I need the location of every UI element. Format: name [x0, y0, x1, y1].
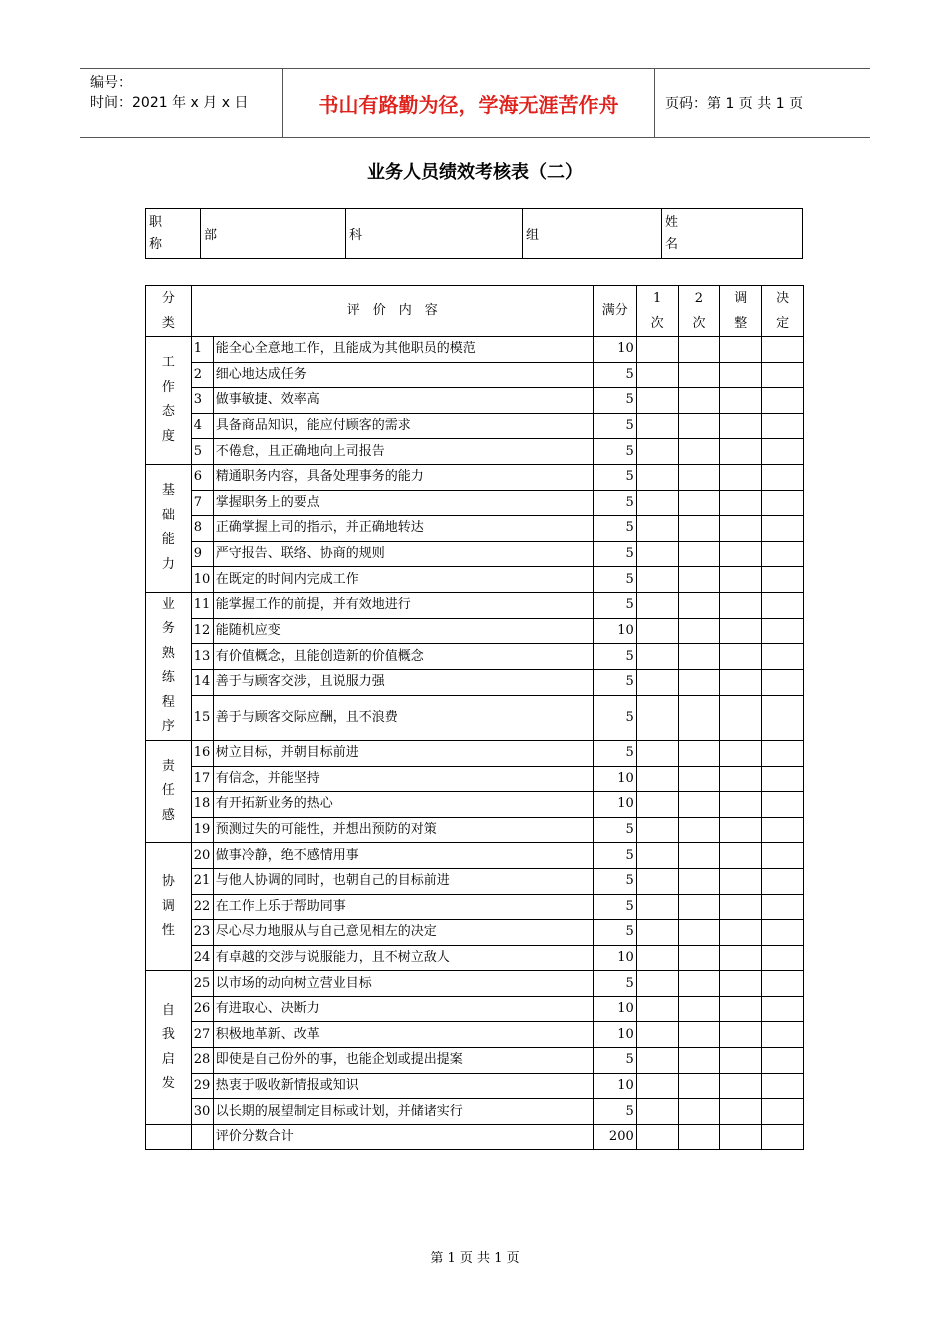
- header-first: 1 次: [636, 286, 678, 337]
- item-number: 21: [191, 868, 213, 894]
- item-text: 掌握职务上的要点: [213, 490, 593, 516]
- second-score-cell[interactable]: [678, 516, 720, 542]
- adjust-score-cell[interactable]: [720, 618, 762, 644]
- item-full-score: 5: [593, 592, 636, 618]
- decision-score-cell[interactable]: [762, 695, 804, 740]
- total-second-cell[interactable]: [678, 1124, 720, 1150]
- first-score-cell[interactable]: [636, 945, 678, 971]
- second-score-cell[interactable]: [678, 1099, 720, 1125]
- adjust-score-cell[interactable]: [720, 792, 762, 818]
- item-text: 有价值概念，且能创造新的价值概念: [213, 644, 593, 670]
- decision-score-cell[interactable]: [762, 843, 804, 869]
- item-full-score: 5: [593, 541, 636, 567]
- adjust-score-cell[interactable]: [720, 516, 762, 542]
- total-score: 200: [593, 1124, 636, 1150]
- adjust-score-cell[interactable]: [720, 388, 762, 414]
- total-number-cell: [191, 1124, 213, 1150]
- item-number: 2: [191, 362, 213, 388]
- item-text: 即使是自己份外的事，也能企划或提出提案: [213, 1048, 593, 1074]
- table-row: [146, 439, 804, 465]
- first-score-cell[interactable]: [636, 1073, 678, 1099]
- table-row: [146, 1099, 804, 1125]
- header-decision: 决 定: [762, 286, 804, 337]
- item-full-score: 5: [593, 464, 636, 490]
- item-full-score: 10: [593, 337, 636, 363]
- item-text: 不倦怠，且正确地向上司报告: [213, 439, 593, 465]
- decision-score-cell[interactable]: [762, 362, 804, 388]
- item-full-score: 5: [593, 1048, 636, 1074]
- second-score-cell[interactable]: [678, 894, 720, 920]
- adjust-score-cell[interactable]: [720, 490, 762, 516]
- item-full-score: 10: [593, 792, 636, 818]
- item-text: 有进取心、决断力: [213, 996, 593, 1022]
- second-score-cell[interactable]: [678, 843, 720, 869]
- second-score-cell[interactable]: [678, 670, 720, 696]
- second-score-cell[interactable]: [678, 644, 720, 670]
- first-score-cell[interactable]: [636, 996, 678, 1022]
- adjust-score-cell[interactable]: [720, 740, 762, 766]
- second-score-cell[interactable]: [678, 362, 720, 388]
- first-score-cell[interactable]: [636, 516, 678, 542]
- second-score-cell[interactable]: [678, 464, 720, 490]
- table-row: [146, 490, 804, 516]
- item-text: 在既定的时间内完成工作: [213, 567, 593, 593]
- section-field[interactable]: 科: [346, 209, 523, 259]
- second-score-cell[interactable]: [678, 920, 720, 946]
- first-score-cell[interactable]: [636, 592, 678, 618]
- decision-score-cell[interactable]: [762, 670, 804, 696]
- item-number: 3: [191, 388, 213, 414]
- item-number: 27: [191, 1022, 213, 1048]
- item-text: 以长期的展望制定目标或计划，并储诸实行: [213, 1099, 593, 1125]
- total-row: [146, 1124, 804, 1150]
- header-second: 2 次: [678, 286, 720, 337]
- item-number: 7: [191, 490, 213, 516]
- item-text: 做事敏捷、效率高: [213, 388, 593, 414]
- second-score-cell[interactable]: [678, 439, 720, 465]
- item-text: 正确掌握上司的指示，并正确地转达: [213, 516, 593, 542]
- table-row: [146, 567, 804, 593]
- name-field[interactable]: 姓 名: [662, 209, 803, 259]
- decision-score-cell[interactable]: [762, 740, 804, 766]
- adjust-score-cell[interactable]: [720, 464, 762, 490]
- decision-score-cell[interactable]: [762, 618, 804, 644]
- table-row: [146, 644, 804, 670]
- item-text: 积极地革新、改革: [213, 1022, 593, 1048]
- decision-score-cell[interactable]: [762, 439, 804, 465]
- item-number: 6: [191, 464, 213, 490]
- adjust-score-cell[interactable]: [720, 1073, 762, 1099]
- item-text: 预测过失的可能性，并想出预防的对策: [213, 817, 593, 843]
- item-full-score: 5: [593, 971, 636, 997]
- first-score-cell[interactable]: [636, 843, 678, 869]
- first-score-cell[interactable]: [636, 670, 678, 696]
- item-text: 有卓越的交涉与说服能力，且不树立敌人: [213, 945, 593, 971]
- first-score-cell[interactable]: [636, 464, 678, 490]
- page-header: [80, 68, 870, 138]
- item-number: 25: [191, 971, 213, 997]
- header-meta: [80, 69, 282, 137]
- table-row: [146, 337, 804, 363]
- adjust-score-cell[interactable]: [720, 695, 762, 740]
- item-full-score: 5: [593, 894, 636, 920]
- item-number: 18: [191, 792, 213, 818]
- second-score-cell[interactable]: [678, 792, 720, 818]
- decision-score-cell[interactable]: [762, 567, 804, 593]
- adjust-score-cell[interactable]: [720, 817, 762, 843]
- category-cell: 协 调 性: [146, 843, 192, 971]
- item-full-score: 5: [593, 567, 636, 593]
- decision-score-cell[interactable]: [762, 464, 804, 490]
- adjust-score-cell[interactable]: [720, 644, 762, 670]
- second-score-cell[interactable]: [678, 695, 720, 740]
- item-text: 能掌握工作的前提，并有效地进行: [213, 592, 593, 618]
- adjust-score-cell[interactable]: [720, 945, 762, 971]
- adjust-score-cell[interactable]: [720, 766, 762, 792]
- decision-score-cell[interactable]: [762, 413, 804, 439]
- second-score-cell[interactable]: [678, 740, 720, 766]
- item-full-score: 5: [593, 817, 636, 843]
- table-row: [146, 464, 804, 490]
- item-number: 19: [191, 817, 213, 843]
- first-score-cell[interactable]: [636, 695, 678, 740]
- item-full-score: 5: [593, 695, 636, 740]
- header-page-number: 页码：第 1 页 共 1 页: [665, 96, 804, 112]
- category-cell: 基 础 能 力: [146, 464, 192, 592]
- first-score-cell[interactable]: [636, 1022, 678, 1048]
- item-full-score: 10: [593, 1022, 636, 1048]
- adjust-score-cell[interactable]: [720, 996, 762, 1022]
- item-number: 17: [191, 766, 213, 792]
- table-row: [146, 413, 804, 439]
- table-row: [146, 1073, 804, 1099]
- item-full-score: 5: [593, 388, 636, 414]
- decision-score-cell[interactable]: [762, 971, 804, 997]
- table-row: [146, 388, 804, 414]
- total-label: 评价分数合计: [213, 1124, 593, 1150]
- first-score-cell[interactable]: [636, 490, 678, 516]
- table-row: [146, 670, 804, 696]
- decision-score-cell[interactable]: [762, 388, 804, 414]
- first-score-cell[interactable]: [636, 868, 678, 894]
- item-number: 24: [191, 945, 213, 971]
- second-score-cell[interactable]: [678, 945, 720, 971]
- first-score-cell[interactable]: [636, 567, 678, 593]
- adjust-score-cell[interactable]: [720, 670, 762, 696]
- dept-field[interactable]: 部: [201, 209, 346, 259]
- second-score-cell[interactable]: [678, 413, 720, 439]
- item-number: 29: [191, 1073, 213, 1099]
- table-row: [146, 541, 804, 567]
- decision-score-cell[interactable]: [762, 644, 804, 670]
- decision-score-cell[interactable]: [762, 817, 804, 843]
- first-score-cell[interactable]: [636, 766, 678, 792]
- item-full-score: 5: [593, 843, 636, 869]
- decision-score-cell[interactable]: [762, 541, 804, 567]
- item-text: 热衷于吸收新情报或知识: [213, 1073, 593, 1099]
- item-number: 15: [191, 695, 213, 740]
- adjust-score-cell[interactable]: [720, 971, 762, 997]
- adjust-score-cell[interactable]: [720, 894, 762, 920]
- item-full-score: 10: [593, 1073, 636, 1099]
- second-score-cell[interactable]: [678, 618, 720, 644]
- item-full-score: 5: [593, 920, 636, 946]
- first-score-cell[interactable]: [636, 1099, 678, 1125]
- first-score-cell[interactable]: [636, 971, 678, 997]
- item-full-score: 5: [593, 439, 636, 465]
- second-score-cell[interactable]: [678, 592, 720, 618]
- adjust-score-cell[interactable]: [720, 1022, 762, 1048]
- header-motto: 书山有路勤为径，学海无涯苦作舟: [282, 69, 655, 137]
- item-number: 13: [191, 644, 213, 670]
- second-score-cell[interactable]: [678, 337, 720, 363]
- total-category-cell: [146, 1124, 192, 1150]
- job-title-label-cell: 职 称: [146, 209, 201, 259]
- first-score-cell[interactable]: [636, 817, 678, 843]
- second-score-cell[interactable]: [678, 971, 720, 997]
- item-full-score: 5: [593, 362, 636, 388]
- second-score-cell[interactable]: [678, 996, 720, 1022]
- first-score-cell[interactable]: [636, 740, 678, 766]
- adjust-score-cell[interactable]: [720, 439, 762, 465]
- decision-score-cell[interactable]: [762, 868, 804, 894]
- decision-score-cell[interactable]: [762, 945, 804, 971]
- item-text: 能全心全意地工作，且能成为其他职员的模范: [213, 337, 593, 363]
- adjust-score-cell[interactable]: [720, 1099, 762, 1125]
- table-row: [146, 618, 804, 644]
- first-score-cell[interactable]: [636, 337, 678, 363]
- item-number: 26: [191, 996, 213, 1022]
- total-first-cell[interactable]: [636, 1124, 678, 1150]
- decision-score-cell[interactable]: [762, 1099, 804, 1125]
- item-text: 严守报告、联络、协商的规则: [213, 541, 593, 567]
- adjust-score-cell[interactable]: [720, 362, 762, 388]
- item-number: 20: [191, 843, 213, 869]
- decision-score-cell[interactable]: [762, 516, 804, 542]
- table-row: [146, 516, 804, 542]
- table-row: [146, 843, 804, 869]
- decision-score-cell[interactable]: [762, 792, 804, 818]
- category-cell: 自 我 启 发: [146, 971, 192, 1125]
- item-text: 善于与顾客交际应酬，且不浪费: [213, 695, 593, 740]
- adjust-score-cell[interactable]: [720, 1048, 762, 1074]
- adjust-score-cell[interactable]: [720, 592, 762, 618]
- item-full-score: 5: [593, 740, 636, 766]
- item-full-score: 10: [593, 945, 636, 971]
- item-number: 12: [191, 618, 213, 644]
- item-number: 5: [191, 439, 213, 465]
- first-score-cell[interactable]: [636, 541, 678, 567]
- item-full-score: 5: [593, 644, 636, 670]
- doc-time-label: 时间：2021 年 x 月 x 日: [90, 95, 249, 111]
- adjust-score-cell[interactable]: [720, 541, 762, 567]
- decision-score-cell[interactable]: [762, 1048, 804, 1074]
- second-score-cell[interactable]: [678, 567, 720, 593]
- item-number: 9: [191, 541, 213, 567]
- header-category: 分 类: [146, 286, 192, 337]
- item-text: 细心地达成任务: [213, 362, 593, 388]
- item-text: 有开拓新业务的热心: [213, 792, 593, 818]
- item-full-score: 10: [593, 766, 636, 792]
- second-score-cell[interactable]: [678, 1073, 720, 1099]
- item-text: 有信念，并能坚持: [213, 766, 593, 792]
- table-row: [146, 1022, 804, 1048]
- item-text: 做事冷静，绝不感情用事: [213, 843, 593, 869]
- item-text: 善于与顾客交涉，且说服力强: [213, 670, 593, 696]
- second-score-cell[interactable]: [678, 868, 720, 894]
- item-full-score: 10: [593, 618, 636, 644]
- table-row: [146, 868, 804, 894]
- first-score-cell[interactable]: [636, 439, 678, 465]
- second-score-cell[interactable]: [678, 1048, 720, 1074]
- decision-score-cell[interactable]: [762, 894, 804, 920]
- item-number: 22: [191, 894, 213, 920]
- item-text: 以市场的动向树立营业目标: [213, 971, 593, 997]
- table-row: [146, 894, 804, 920]
- item-number: 11: [191, 592, 213, 618]
- second-score-cell[interactable]: [678, 1022, 720, 1048]
- first-score-cell[interactable]: [636, 362, 678, 388]
- table-row: [146, 792, 804, 818]
- adjust-score-cell[interactable]: [720, 567, 762, 593]
- decision-score-cell[interactable]: [762, 996, 804, 1022]
- employee-info-table: [145, 208, 803, 259]
- first-score-cell[interactable]: [636, 792, 678, 818]
- item-full-score: 10: [593, 996, 636, 1022]
- item-text: 在工作上乐于帮助同事: [213, 894, 593, 920]
- item-number: 1: [191, 337, 213, 363]
- category-cell: 工 作 态 度: [146, 337, 192, 465]
- item-text: 树立目标，并朝目标前进: [213, 740, 593, 766]
- second-score-cell[interactable]: [678, 388, 720, 414]
- header-adjust: 调 整: [720, 286, 762, 337]
- item-full-score: 5: [593, 490, 636, 516]
- item-number: 23: [191, 920, 213, 946]
- item-number: 4: [191, 413, 213, 439]
- decision-score-cell[interactable]: [762, 1073, 804, 1099]
- item-full-score: 5: [593, 868, 636, 894]
- table-row: [146, 1048, 804, 1074]
- adjust-score-cell[interactable]: [720, 337, 762, 363]
- header-full-score: 满分: [593, 286, 636, 337]
- item-text: 与他人协调的同时，也朝自己的目标前进: [213, 868, 593, 894]
- decision-score-cell[interactable]: [762, 337, 804, 363]
- total-decision-cell[interactable]: [762, 1124, 804, 1150]
- table-row: [146, 817, 804, 843]
- adjust-score-cell[interactable]: [720, 868, 762, 894]
- item-number: 28: [191, 1048, 213, 1074]
- adjust-score-cell[interactable]: [720, 843, 762, 869]
- second-score-cell[interactable]: [678, 766, 720, 792]
- category-cell: 业 务 熟 练 程 序: [146, 592, 192, 740]
- item-text: 能随机应变: [213, 618, 593, 644]
- header-content: 评 价 内 容: [191, 286, 593, 337]
- item-number: 10: [191, 567, 213, 593]
- doc-number-label: 编号：: [90, 75, 132, 91]
- item-number: 16: [191, 740, 213, 766]
- category-cell: 责 任 感: [146, 740, 192, 842]
- table-row: [146, 362, 804, 388]
- item-number: 8: [191, 516, 213, 542]
- first-score-cell[interactable]: [636, 920, 678, 946]
- evaluation-table: [145, 285, 804, 1150]
- decision-score-cell[interactable]: [762, 920, 804, 946]
- decision-score-cell[interactable]: [762, 592, 804, 618]
- second-score-cell[interactable]: [678, 490, 720, 516]
- item-text: 精通职务内容，具备处理事务的能力: [213, 464, 593, 490]
- table-row: [146, 695, 804, 740]
- first-score-cell[interactable]: [636, 1048, 678, 1074]
- decision-score-cell[interactable]: [762, 1022, 804, 1048]
- adjust-score-cell[interactable]: [720, 920, 762, 946]
- table-row: [146, 945, 804, 971]
- table-row: [146, 971, 804, 997]
- group-field[interactable]: 组: [523, 209, 662, 259]
- document-title: 业务人员绩效考核表（二）: [367, 162, 583, 183]
- table-row: [146, 766, 804, 792]
- table-row: [146, 920, 804, 946]
- first-score-cell[interactable]: [636, 644, 678, 670]
- item-number: 14: [191, 670, 213, 696]
- first-score-cell[interactable]: [636, 618, 678, 644]
- table-row: [146, 740, 804, 766]
- table-row: [146, 592, 804, 618]
- decision-score-cell[interactable]: [762, 766, 804, 792]
- first-score-cell[interactable]: [636, 388, 678, 414]
- item-text: 具备商品知识，能应付顾客的需求: [213, 413, 593, 439]
- table-row: [146, 996, 804, 1022]
- decision-score-cell[interactable]: [762, 490, 804, 516]
- table-header-row: [146, 286, 804, 337]
- first-score-cell[interactable]: [636, 894, 678, 920]
- item-full-score: 5: [593, 1099, 636, 1125]
- item-full-score: 5: [593, 670, 636, 696]
- item-text: 尽心尽力地服从与自己意见相左的决定: [213, 920, 593, 946]
- item-full-score: 5: [593, 516, 636, 542]
- page-footer: 第 1 页 共 1 页: [430, 1251, 520, 1266]
- second-score-cell[interactable]: [678, 541, 720, 567]
- second-score-cell[interactable]: [678, 817, 720, 843]
- adjust-score-cell[interactable]: [720, 413, 762, 439]
- item-full-score: 5: [593, 413, 636, 439]
- item-number: 30: [191, 1099, 213, 1125]
- first-score-cell[interactable]: [636, 413, 678, 439]
- total-adjust-cell[interactable]: [720, 1124, 762, 1150]
